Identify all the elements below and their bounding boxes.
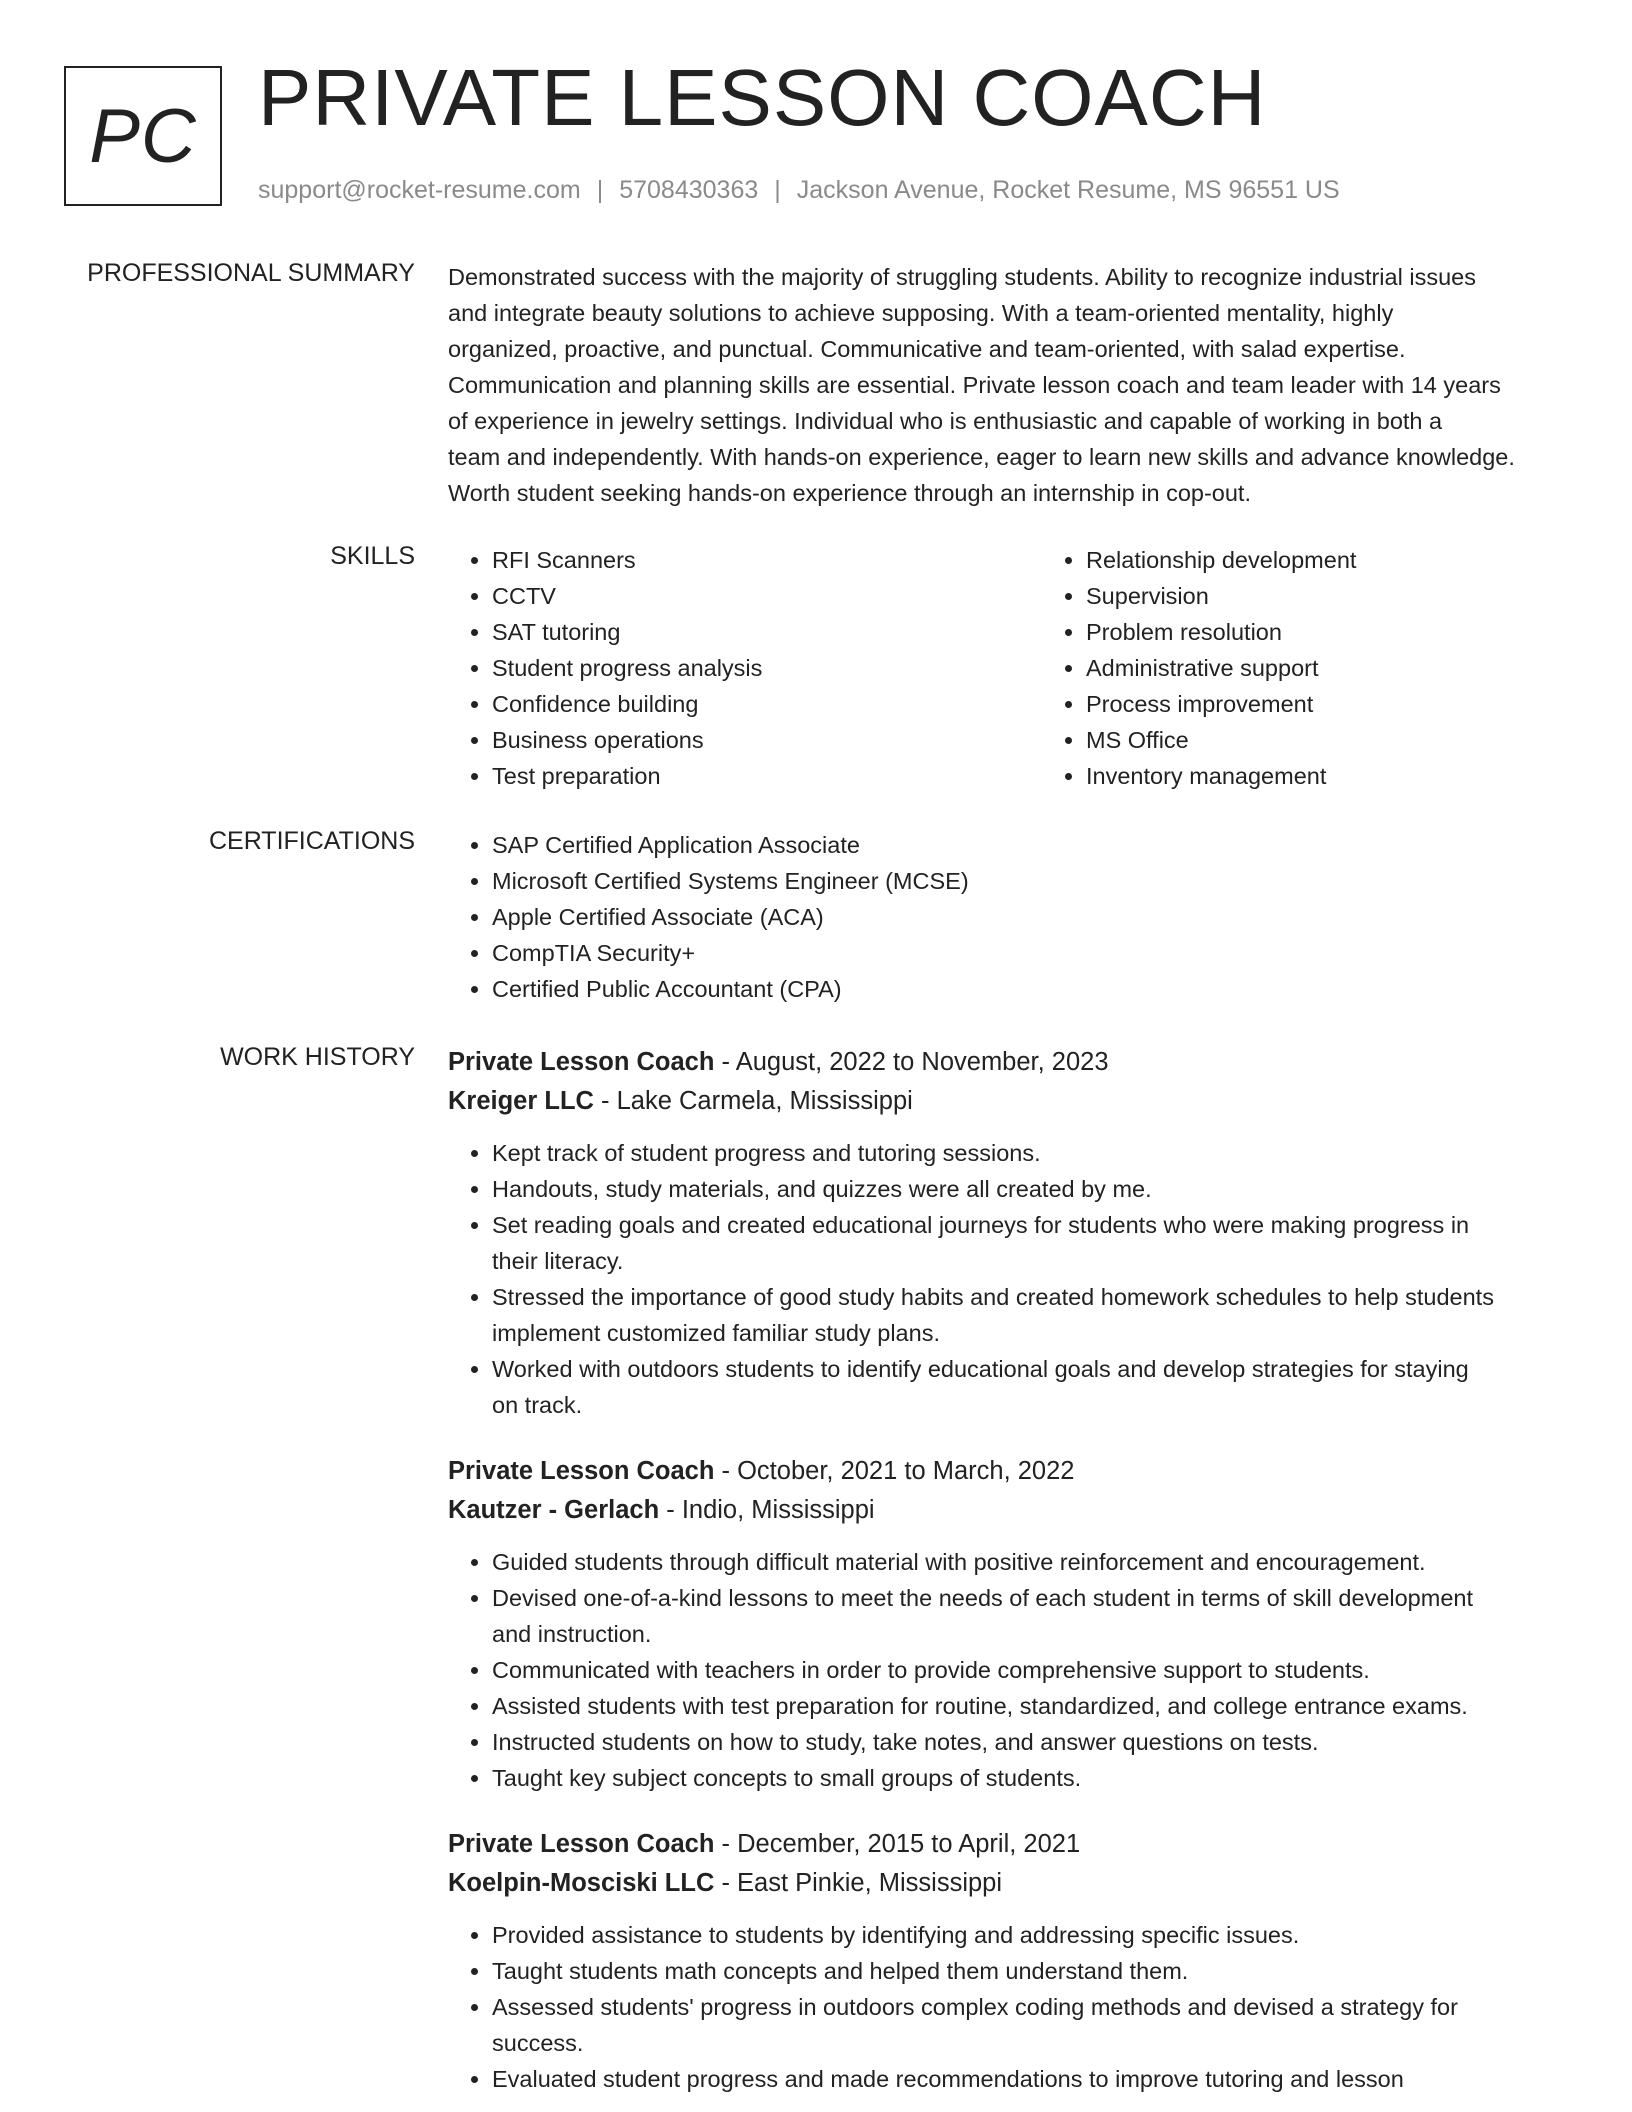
job-company-line [448,1082,1570,1121]
job-title: Private Lesson Coach [448,1048,715,1076]
list-item: • Certified Public Accountant (CPA) [492,971,1570,1007]
contact-address: Jackson Avenue, Rocket Resume, MS 96551 US [796,176,1340,204]
job-company-line [448,1491,1570,1530]
job-dates: - August, 2022 to November, 2023 [714,1048,1109,1076]
bullet-line: on track. [492,1392,583,1418]
skills-list-right [1042,542,1632,794]
list-item [492,1917,1570,1953]
list-item: • MS Office [1086,722,1632,758]
contact-phone: 5708430363 [619,176,759,204]
bullet-line: Assisted students with test preparation for routine, standardized, and college entrance exams. [492,1693,1468,1719]
summary-line: Communication and planning skills are essential. Private lesson coach and team leader with 14 years [448,372,1501,398]
certifications-list [448,827,1570,1007]
bullet-line: implement customized familiar study plans. [492,1320,940,1346]
list-item: • Student progress analysis [492,650,1042,686]
section-label-work-history: WORK HISTORY [220,1043,415,1071]
summary-body [448,259,1570,511]
job-title-line [448,1825,1570,1864]
job-location: - Lake Carmela, Mississippi [593,1087,913,1115]
bullet-line: Worked with outdoors students to identify educational goals and develop strategies for staying [492,1356,1469,1382]
list-item: • Administrative support [1086,650,1632,686]
job-bullets [448,1544,1570,1796]
work-history-body [448,1043,1570,2097]
section-label-summary: PROFESSIONAL SUMMARY [87,259,415,287]
job-title-line [448,1043,1570,1082]
bullet-line: Evaluated student progress and made recommendations to improve tutoring and lesson [492,2066,1404,2092]
list-item: • Process improvement [1086,686,1632,722]
job-company: Koelpin-Mosciski LLC [448,1869,715,1897]
bullet-line: Provided assistance to students by identifying and addressing specific issues. [492,1922,1300,1948]
job-title: Private Lesson Coach [448,1830,715,1858]
list-item [492,1279,1570,1351]
bullet-line: Set reading goals and created educational journeys for students who were making progress in [492,1212,1470,1238]
bullet-line: their literacy. [492,1248,624,1274]
list-item: • Apple Certified Associate (ACA) [492,899,1570,935]
list-item [492,1760,1570,1796]
job-company: Kautzer - Gerlach [448,1496,660,1524]
summary-line: Worth student seeking hands-on experience through an internship in cop-out. [448,480,1251,506]
job-dates: - October, 2021 to March, 2022 [714,1457,1075,1485]
section-label-certifications: CERTIFICATIONS [208,827,415,855]
bullet-line: success. [492,2030,584,2056]
job-bullets [448,1135,1570,1423]
bullet-line: and instruction. [492,1621,652,1647]
list-item [492,1207,1570,1279]
job-title-line [448,1452,1570,1491]
job-company: Kreiger LLC [448,1087,594,1115]
bullet-line: Handouts, study materials, and quizzes were all created by me. [492,1176,1152,1202]
contact-line [258,176,1340,205]
bullet-line: Communicated with teachers in order to provide comprehensive support to students. [492,1657,1370,1683]
list-item: • Problem resolution [1086,614,1632,650]
bullet-line: Devised one-of-a-kind lessons to meet the needs of each student in terms of skill development [492,1585,1473,1611]
section-label-skills: SKILLS [330,542,415,570]
list-item [492,2061,1570,2097]
summary-line: and integrate beauty solutions to achieve supposing. With a team-oriented mentality, highly [448,300,1394,326]
list-item: • Business operations [492,722,1042,758]
list-item: • SAP Certified Application Associate [492,827,1570,863]
page-title: PRIVATE LESSON COACH [258,53,1267,142]
certifications-body [448,827,1570,1007]
list-item [492,1171,1570,1207]
job-location: - Indio, Mississippi [659,1496,875,1524]
job-entry [448,1452,1570,1796]
list-item: • Test preparation [492,758,1042,794]
summary-line: team and independently. With hands-on experience, eager to learn new skills and advance knowledge. [448,444,1515,470]
summary-line: Demonstrated success with the majority of struggling students. Ability to recognize industrial issues [448,264,1476,290]
bullet-line: Taught key subject concepts to small groups of students. [492,1765,1082,1791]
list-item [492,1724,1570,1760]
summary-line: organized, proactive, and punctual. Communicative and team-oriented, with salad expertise. [448,336,1406,362]
contact-separator: | [596,176,604,204]
contact-separator: | [774,176,781,204]
bullet-line: Taught students math concepts and helped them understand them. [492,1958,1189,1984]
monogram-logo: PC [64,66,222,206]
list-item [492,1989,1570,2061]
list-item [492,1652,1570,1688]
list-item: • Inventory management [1086,758,1632,794]
contact-email: support@rocket-resume.com [258,176,581,204]
list-item: • CCTV [492,578,1042,614]
list-item: • SAT tutoring [492,614,1042,650]
bullet-line: Assessed students' progress in outdoors complex coding methods and devised a strategy for [492,1994,1458,2020]
list-item [492,1135,1570,1171]
list-item: • Supervision [1086,578,1632,614]
bullet-line: Guided students through difficult material with positive reinforcement and encouragement. [492,1549,1426,1575]
job-dates: - December, 2015 to April, 2021 [714,1830,1081,1858]
list-item: • Relationship development [1086,542,1632,578]
job-bullets [448,1917,1570,2097]
list-item [492,1351,1570,1423]
skills-list-left [448,542,1042,794]
job-location: - East Pinkie, Mississippi [714,1869,1003,1897]
list-item [492,1544,1570,1580]
bullet-line: Kept track of student progress and tutoring sessions. [492,1140,1041,1166]
list-item: • Microsoft Certified Systems Engineer (MCSE) [492,863,1570,899]
job-company-line [448,1864,1570,1903]
list-item: • Confidence building [492,686,1042,722]
job-entry [448,1043,1570,1423]
list-item: • CompTIA Security+ [492,935,1570,971]
list-item [492,1688,1570,1724]
bullet-line: Instructed students on how to study, take notes, and answer questions on tests. [492,1729,1319,1755]
job-title: Private Lesson Coach [448,1457,715,1485]
job-entry [448,1825,1570,2097]
bullet-line: Stressed the importance of good study habits and created homework schedules to help students [492,1284,1494,1310]
list-item [492,1580,1570,1652]
summary-line: of experience in jewelry settings. Individual who is enthusiastic and capable of working in both a [448,408,1443,434]
skills-body [448,542,1570,794]
list-item [492,1953,1570,1989]
list-item: • RFI Scanners [492,542,1042,578]
